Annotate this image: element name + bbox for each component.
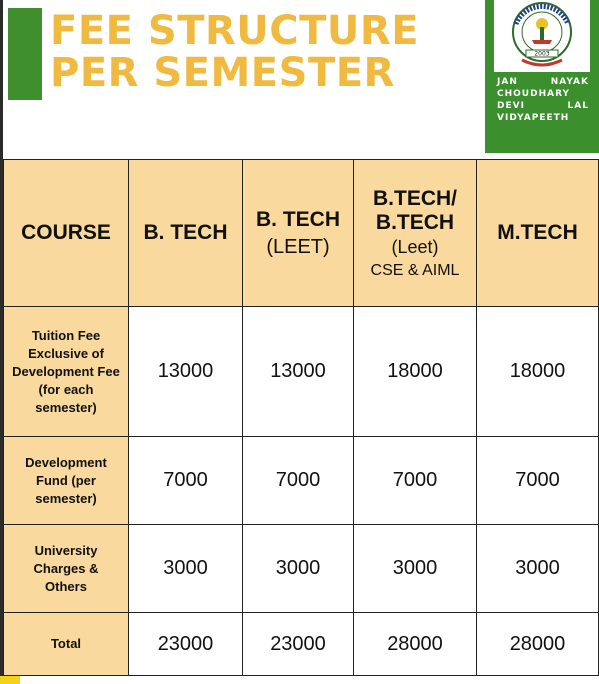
page-title (50, 10, 419, 94)
table-cell: 13000 (243, 307, 354, 437)
column-header-main: M.TECH (497, 221, 578, 244)
column-header-main: B.TECH/ B.TECH (373, 186, 457, 234)
row-label: Development Fund (per semester) (4, 437, 129, 525)
brand-panel (485, 0, 599, 153)
table-cell: 18000 (477, 307, 599, 437)
table-cell: 7000 (477, 437, 599, 525)
corner-header: COURSE (4, 160, 129, 307)
table-cell: 28000 (354, 613, 477, 676)
brand-line-4: VIDYAPEETH (497, 113, 570, 123)
table-cell: 23000 (243, 613, 354, 676)
table-cell: 7000 (243, 437, 354, 525)
column-header-sub: (LEET) (266, 235, 330, 258)
column-header-main: B. TECH (256, 207, 340, 231)
table-cell: 13000 (129, 307, 243, 437)
table-cell: 23000 (129, 613, 243, 676)
table-cell: 3000 (477, 525, 599, 613)
row-label: Tuition Fee Exclusive of Development Fee (for each semester) (4, 307, 129, 437)
column-header-btech (129, 160, 243, 307)
table-cell: 7000 (129, 437, 243, 525)
column-header-main: B. TECH (143, 221, 228, 244)
title-line-2: PER SEMESTER (50, 50, 395, 96)
brand-line-3: DEVI LAL (497, 101, 589, 111)
table-header-row (4, 160, 599, 307)
row-label: Total (4, 613, 129, 676)
table-cell: 28000 (477, 613, 599, 676)
column-header-sub: (Leet) (391, 236, 439, 257)
yellow-corner-accent (0, 676, 20, 684)
table-cell: 3000 (129, 525, 243, 613)
table-cell: 18000 (354, 307, 477, 437)
university-logo (494, 0, 590, 72)
table-row (4, 437, 599, 525)
title-line-1: FEE STRUCTURE (50, 8, 420, 54)
column-header-btech-leet (243, 160, 354, 307)
column-header-btech-cse-aiml (354, 160, 477, 307)
table-row (4, 307, 599, 437)
table-cell: 7000 (354, 437, 477, 525)
column-header-mtech (477, 160, 599, 307)
brand-line-2: CHOUDHARY (497, 89, 571, 99)
column-header-sub2: CSE & AIML (370, 261, 460, 279)
table-cell: 3000 (243, 525, 354, 613)
brand-line-1: JAN NAYAK (497, 77, 589, 87)
green-accent-block (8, 8, 42, 100)
row-label: University Charges & Others (4, 525, 129, 613)
logo-year: 2003 (534, 50, 550, 58)
fee-table (3, 159, 599, 676)
table-cell: 3000 (354, 525, 477, 613)
brand-name (497, 76, 589, 124)
table-row-total (4, 613, 599, 676)
table-row (4, 525, 599, 613)
